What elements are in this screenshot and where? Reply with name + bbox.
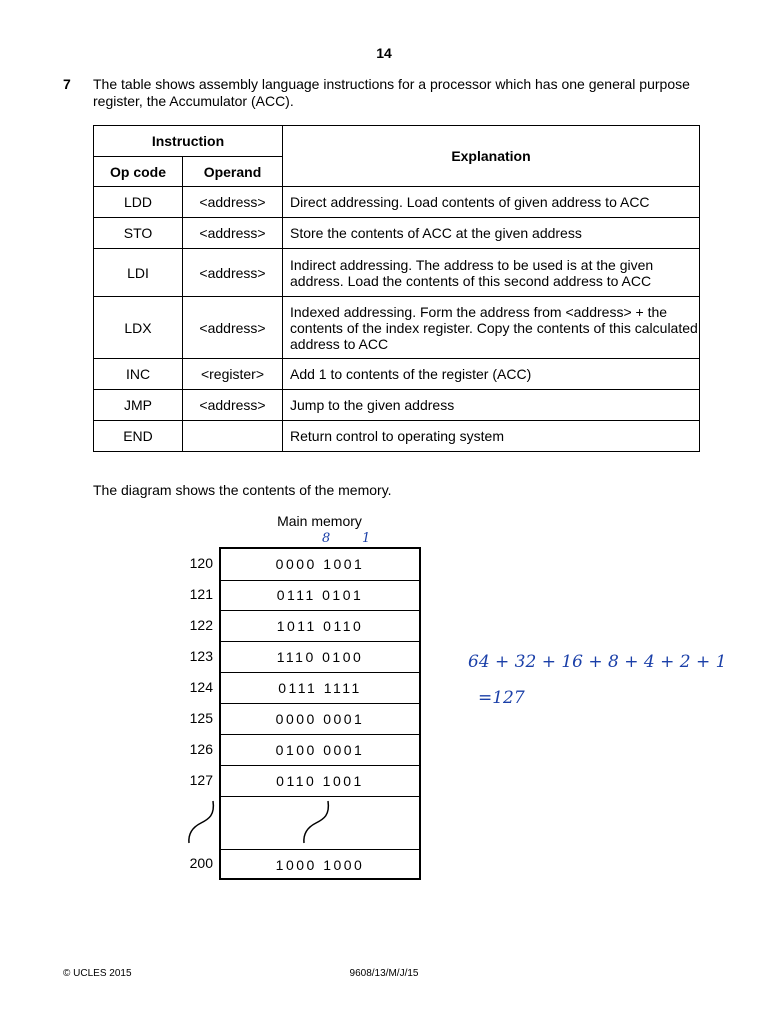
operand-cell <box>183 421 283 452</box>
address-label: 200 <box>189 855 213 871</box>
address-label: 125 <box>189 710 213 726</box>
memory-cell: 0111 1111 <box>221 673 419 704</box>
explanation-cell: Add 1 to contents of the register (ACC) <box>283 359 700 390</box>
memory-title: Main memory <box>277 513 362 529</box>
explanation-cell: Direct addressing. Load contents of given address to ACC <box>283 187 700 218</box>
explanation-cell: Indirect addressing. The address to be used is at the given address. Load the contents of this second address to ACC <box>283 249 700 297</box>
handwritten-sum: 64 + 32 + 16 + 8 + 4 + 2 + 1 <box>468 652 727 672</box>
address-label: 124 <box>189 679 213 695</box>
memory-cell: 0110 1001 <box>221 766 419 797</box>
address-break-squiggle <box>185 797 219 847</box>
address-label: 126 <box>189 741 213 757</box>
operand-cell: <address> <box>183 297 283 359</box>
address-label: 120 <box>189 555 213 571</box>
diagram-intro: The diagram shows the contents of the memory. <box>93 482 392 498</box>
header-instruction: Instruction <box>94 126 283 157</box>
address-label: 127 <box>189 772 213 788</box>
memory-cell: 1011 0110 <box>221 611 419 642</box>
table-row <box>94 218 700 249</box>
memory-cell: 0111 0101 <box>221 580 419 611</box>
operand-cell: <address> <box>183 249 283 297</box>
header-opcode: Op code <box>94 157 183 187</box>
address-label: 123 <box>189 648 213 664</box>
opcode-cell: LDX <box>94 297 183 359</box>
table-row <box>94 390 700 421</box>
table-row <box>94 187 700 218</box>
memory-cell: 0000 0001 <box>221 704 419 735</box>
memory-cell: 0000 1001 <box>221 549 419 581</box>
handwritten-result: =127 <box>478 688 525 708</box>
footer-code: 9608/13/M/J/15 <box>349 968 419 979</box>
address-label: 121 <box>189 586 213 602</box>
memory-cell: 1110 0100 <box>221 642 419 673</box>
handwritten-mark: 8 <box>322 531 331 546</box>
table-row <box>94 359 700 390</box>
header-operand: Operand <box>183 157 283 187</box>
question-text: The table shows assembly language instructions for a processor which has one general purpose register, the Accumulator (ACC). <box>93 76 690 109</box>
memory-cell: 0100 0001 <box>221 735 419 766</box>
footer-copyright: © UCLES 2015 <box>63 968 132 979</box>
opcode-cell: END <box>94 421 183 452</box>
question-number: 7 <box>63 76 71 92</box>
handwritten-mark: 1 <box>362 531 371 546</box>
opcode-cell: LDI <box>94 249 183 297</box>
explanation-cell: Store the contents of ACC at the given address <box>283 218 700 249</box>
page-number: 14 <box>376 45 392 61</box>
opcode-cell: LDD <box>94 187 183 218</box>
explanation-cell: Jump to the given address <box>283 390 700 421</box>
address-label: 122 <box>189 617 213 633</box>
instruction-table <box>93 125 700 452</box>
table-row <box>94 249 700 297</box>
table-row <box>94 297 700 359</box>
memory-cell: 1000 1000 <box>275 857 365 873</box>
contents-break-squiggle <box>300 797 334 847</box>
operand-cell: <address> <box>183 218 283 249</box>
operand-cell: <register> <box>183 359 283 390</box>
opcode-cell: STO <box>94 218 183 249</box>
explanation-cell: Indexed addressing. Form the address from <address> + the contents of the index register. Copy the contents of this calculated address to ACC <box>283 297 700 359</box>
header-explanation: Explanation <box>283 126 700 187</box>
opcode-cell: INC <box>94 359 183 390</box>
operand-cell: <address> <box>183 390 283 421</box>
explanation-cell: Return control to operating system <box>283 421 700 452</box>
operand-cell: <address> <box>183 187 283 218</box>
table-row <box>94 421 700 452</box>
opcode-cell: JMP <box>94 390 183 421</box>
